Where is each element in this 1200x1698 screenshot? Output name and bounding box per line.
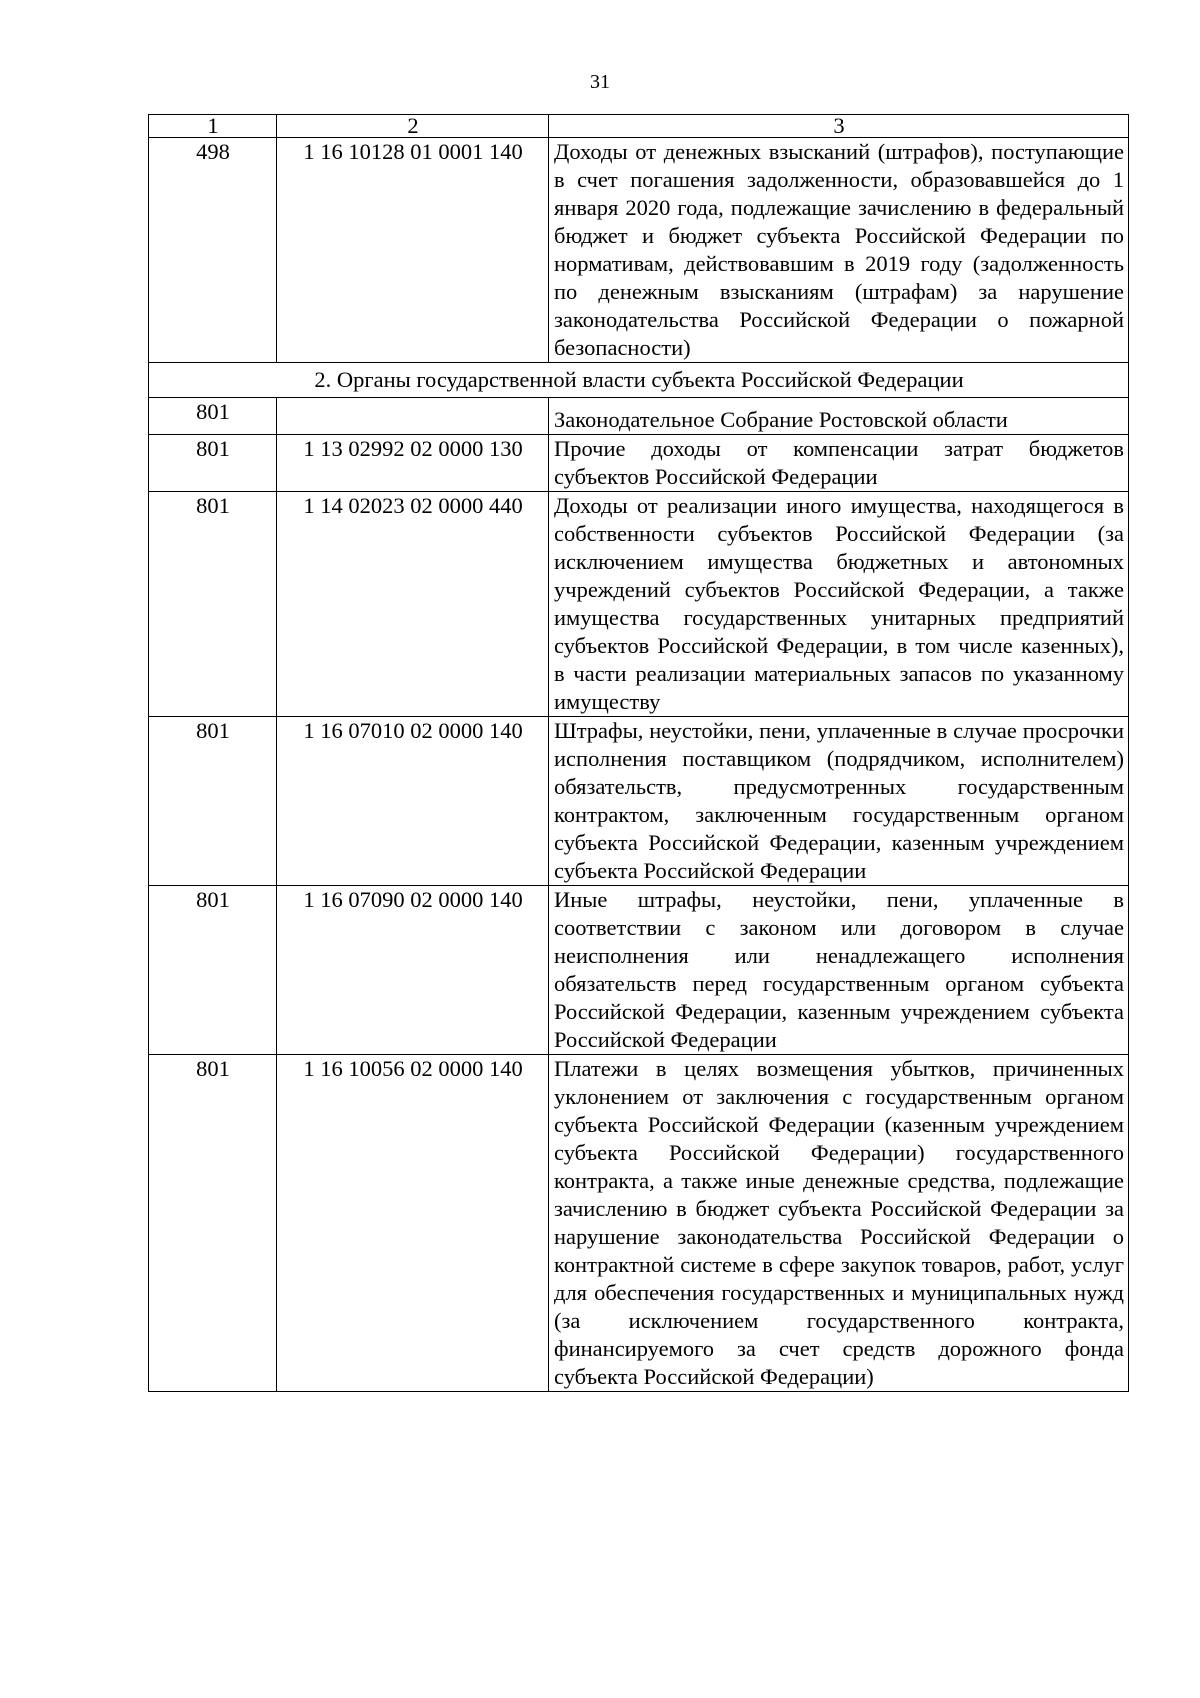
column-header-2: 2 bbox=[277, 115, 549, 138]
table-row bbox=[149, 717, 1129, 886]
revenue-name-cell: Доходы от реализации иного имущества, находящегося в собственности субъектов Российской Федерации (за исключением имущества бюджетных и автономных учреждений субъектов Российской Федерации, а также имущества государственных унитарных предприятий субъектов Российской Федерации, в том числе казенных), в части реализации материальных запасов по указанному имуществу bbox=[549, 492, 1129, 717]
section-heading: 2. Органы государственной власти субъекта Российской Федерации bbox=[149, 363, 1129, 398]
admin-code-cell: 801 bbox=[149, 492, 277, 717]
revenue-codes-table bbox=[148, 114, 1129, 1392]
revenue-code-cell: 1 16 07010 02 0000 140 bbox=[277, 717, 549, 886]
section-heading-row bbox=[149, 363, 1129, 398]
column-header-1: 1 bbox=[149, 115, 277, 138]
table-header-row bbox=[149, 115, 1129, 138]
revenue-name-cell: Прочие доходы от компенсации затрат бюджетов субъектов Российской Федерации bbox=[549, 435, 1129, 492]
revenue-code-cell: 1 13 02992 02 0000 130 bbox=[277, 435, 549, 492]
table-row bbox=[149, 886, 1129, 1055]
admin-code-cell: 801 bbox=[149, 398, 277, 435]
table-row bbox=[149, 138, 1129, 363]
table-row bbox=[149, 398, 1129, 435]
admin-code-cell: 801 bbox=[149, 1055, 277, 1392]
revenue-name-cell: Платежи в целях возмещения убытков, причиненных уклонением от заключения с государственным органом субъекта Российской Федерации (казенным учреждением субъекта Российской Федерации) государственного контракта, а также иные денежные средства, подлежащие зачислению в бюджет субъекта Российской Федерации за нарушение законодательства Российской Федерации о контрактной системе в сфере закупок товаров, работ, услуг для обеспечения государственных и муниципальных нужд (за исключением государственного контракта, финансируемого за счет средств дорожного фонда субъекта Российской Федерации) bbox=[549, 1055, 1129, 1392]
admin-code-cell: 801 bbox=[149, 435, 277, 492]
admin-code-cell: 801 bbox=[149, 717, 277, 886]
revenue-code-cell: 1 16 10056 02 0000 140 bbox=[277, 1055, 549, 1392]
revenue-code-cell: 1 16 10128 01 0001 140 bbox=[277, 138, 549, 363]
revenue-name-cell: Штрафы, неустойки, пени, уплаченные в случае просрочки исполнения поставщиком (подрядчиком, исполнителем) обязательств, предусмотренных государственным контрактом, заключенным государственным органом субъекта Российской Федерации, казенным учреждением субъекта Российской Федерации bbox=[549, 717, 1129, 886]
table-row bbox=[149, 492, 1129, 717]
revenue-name-cell: Доходы от денежных взысканий (штрафов), поступающие в счет погашения задолженности, образовавшейся до 1 января 2020 года, подлежащие зачислению в федеральный бюджет и бюджет субъекта Российской Федерации по нормативам, действовавшим в 2019 году (задолженность по денежным взысканиям (штрафам) за нарушение законодательства Российской Федерации о пожарной безопасности) bbox=[549, 138, 1129, 363]
revenue-name-cell: Иные штрафы, неустойки, пени, уплаченные в соответствии с законом или договором в случае неисполнения или ненадлежащего исполнения обязательств перед государственным органом субъекта Российской Федерации, казенным учреждением субъекта Российской Федерации bbox=[549, 886, 1129, 1055]
admin-code-cell: 498 bbox=[149, 138, 277, 363]
revenue-code-cell: 1 16 07090 02 0000 140 bbox=[277, 886, 549, 1055]
column-header-3: 3 bbox=[549, 115, 1129, 138]
admin-code-cell: 801 bbox=[149, 886, 277, 1055]
table-row bbox=[149, 1055, 1129, 1392]
revenue-code-cell: 1 14 02023 02 0000 440 bbox=[277, 492, 549, 717]
revenue-code-cell bbox=[277, 398, 549, 435]
page-number: 31 bbox=[590, 71, 610, 93]
table-row bbox=[149, 435, 1129, 492]
administrator-name-cell: Законодательное Собрание Ростовской области bbox=[549, 398, 1129, 435]
